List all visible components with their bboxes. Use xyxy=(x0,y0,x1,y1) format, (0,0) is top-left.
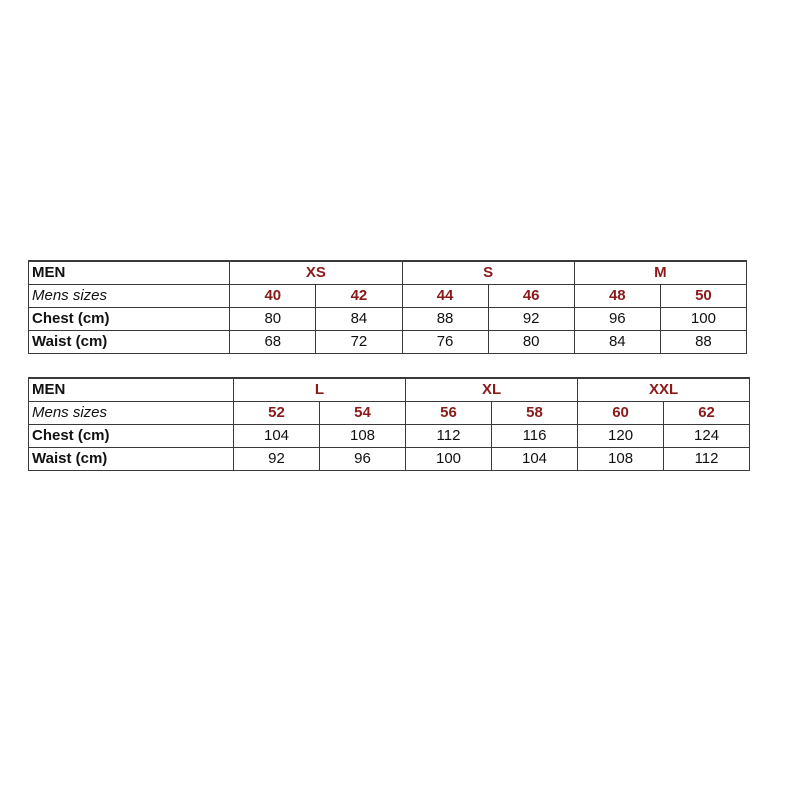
size-cell: 62 xyxy=(664,402,750,425)
measurement-cell: 80 xyxy=(230,308,316,331)
measurement-cell: 100 xyxy=(406,448,492,471)
measurement-cell: 68 xyxy=(230,331,316,354)
table-row-mens-sizes xyxy=(29,285,747,308)
size-chart-table-2 xyxy=(28,377,750,471)
measurement-cell: 72 xyxy=(316,331,402,354)
row-label: Chest (cm) xyxy=(29,308,230,331)
size-chart-table-1 xyxy=(28,260,747,354)
table-header-row xyxy=(29,378,750,402)
size-group-xxl: XXL xyxy=(578,378,750,402)
measurement-cell: 120 xyxy=(578,425,664,448)
table-header-label: MEN xyxy=(29,378,234,402)
row-label: Mens sizes xyxy=(29,285,230,308)
size-cell: 50 xyxy=(660,285,746,308)
measurement-cell: 100 xyxy=(660,308,746,331)
measurement-cell: 112 xyxy=(406,425,492,448)
table-row-waist xyxy=(29,448,750,471)
table-row-chest xyxy=(29,308,747,331)
size-cell: 46 xyxy=(488,285,574,308)
measurement-cell: 88 xyxy=(660,331,746,354)
measurement-cell: 84 xyxy=(316,308,402,331)
table-header-row xyxy=(29,261,747,285)
measurement-cell: 108 xyxy=(578,448,664,471)
size-cell: 40 xyxy=(230,285,316,308)
size-group-xs: XS xyxy=(230,261,402,285)
size-group-s: S xyxy=(402,261,574,285)
measurement-cell: 92 xyxy=(488,308,574,331)
size-cell: 48 xyxy=(574,285,660,308)
measurement-cell: 108 xyxy=(320,425,406,448)
measurement-cell: 124 xyxy=(664,425,750,448)
size-group-l: L xyxy=(234,378,406,402)
measurement-cell: 80 xyxy=(488,331,574,354)
size-group-xl: XL xyxy=(406,378,578,402)
measurement-cell: 92 xyxy=(234,448,320,471)
size-cell: 56 xyxy=(406,402,492,425)
row-label: Waist (cm) xyxy=(29,331,230,354)
size-group-m: M xyxy=(574,261,746,285)
table-header-label: MEN xyxy=(29,261,230,285)
size-cell: 44 xyxy=(402,285,488,308)
measurement-cell: 88 xyxy=(402,308,488,331)
size-cell: 54 xyxy=(320,402,406,425)
measurement-cell: 104 xyxy=(234,425,320,448)
size-cell: 52 xyxy=(234,402,320,425)
table-row-mens-sizes xyxy=(29,402,750,425)
row-label: Chest (cm) xyxy=(29,425,234,448)
table-row-waist xyxy=(29,331,747,354)
size-cell: 42 xyxy=(316,285,402,308)
measurement-cell: 96 xyxy=(320,448,406,471)
size-cell: 58 xyxy=(492,402,578,425)
row-label: Waist (cm) xyxy=(29,448,234,471)
row-label: Mens sizes xyxy=(29,402,234,425)
measurement-cell: 96 xyxy=(574,308,660,331)
table-row-chest xyxy=(29,425,750,448)
measurement-cell: 76 xyxy=(402,331,488,354)
size-cell: 60 xyxy=(578,402,664,425)
measurement-cell: 84 xyxy=(574,331,660,354)
measurement-cell: 112 xyxy=(664,448,750,471)
measurement-cell: 104 xyxy=(492,448,578,471)
measurement-cell: 116 xyxy=(492,425,578,448)
